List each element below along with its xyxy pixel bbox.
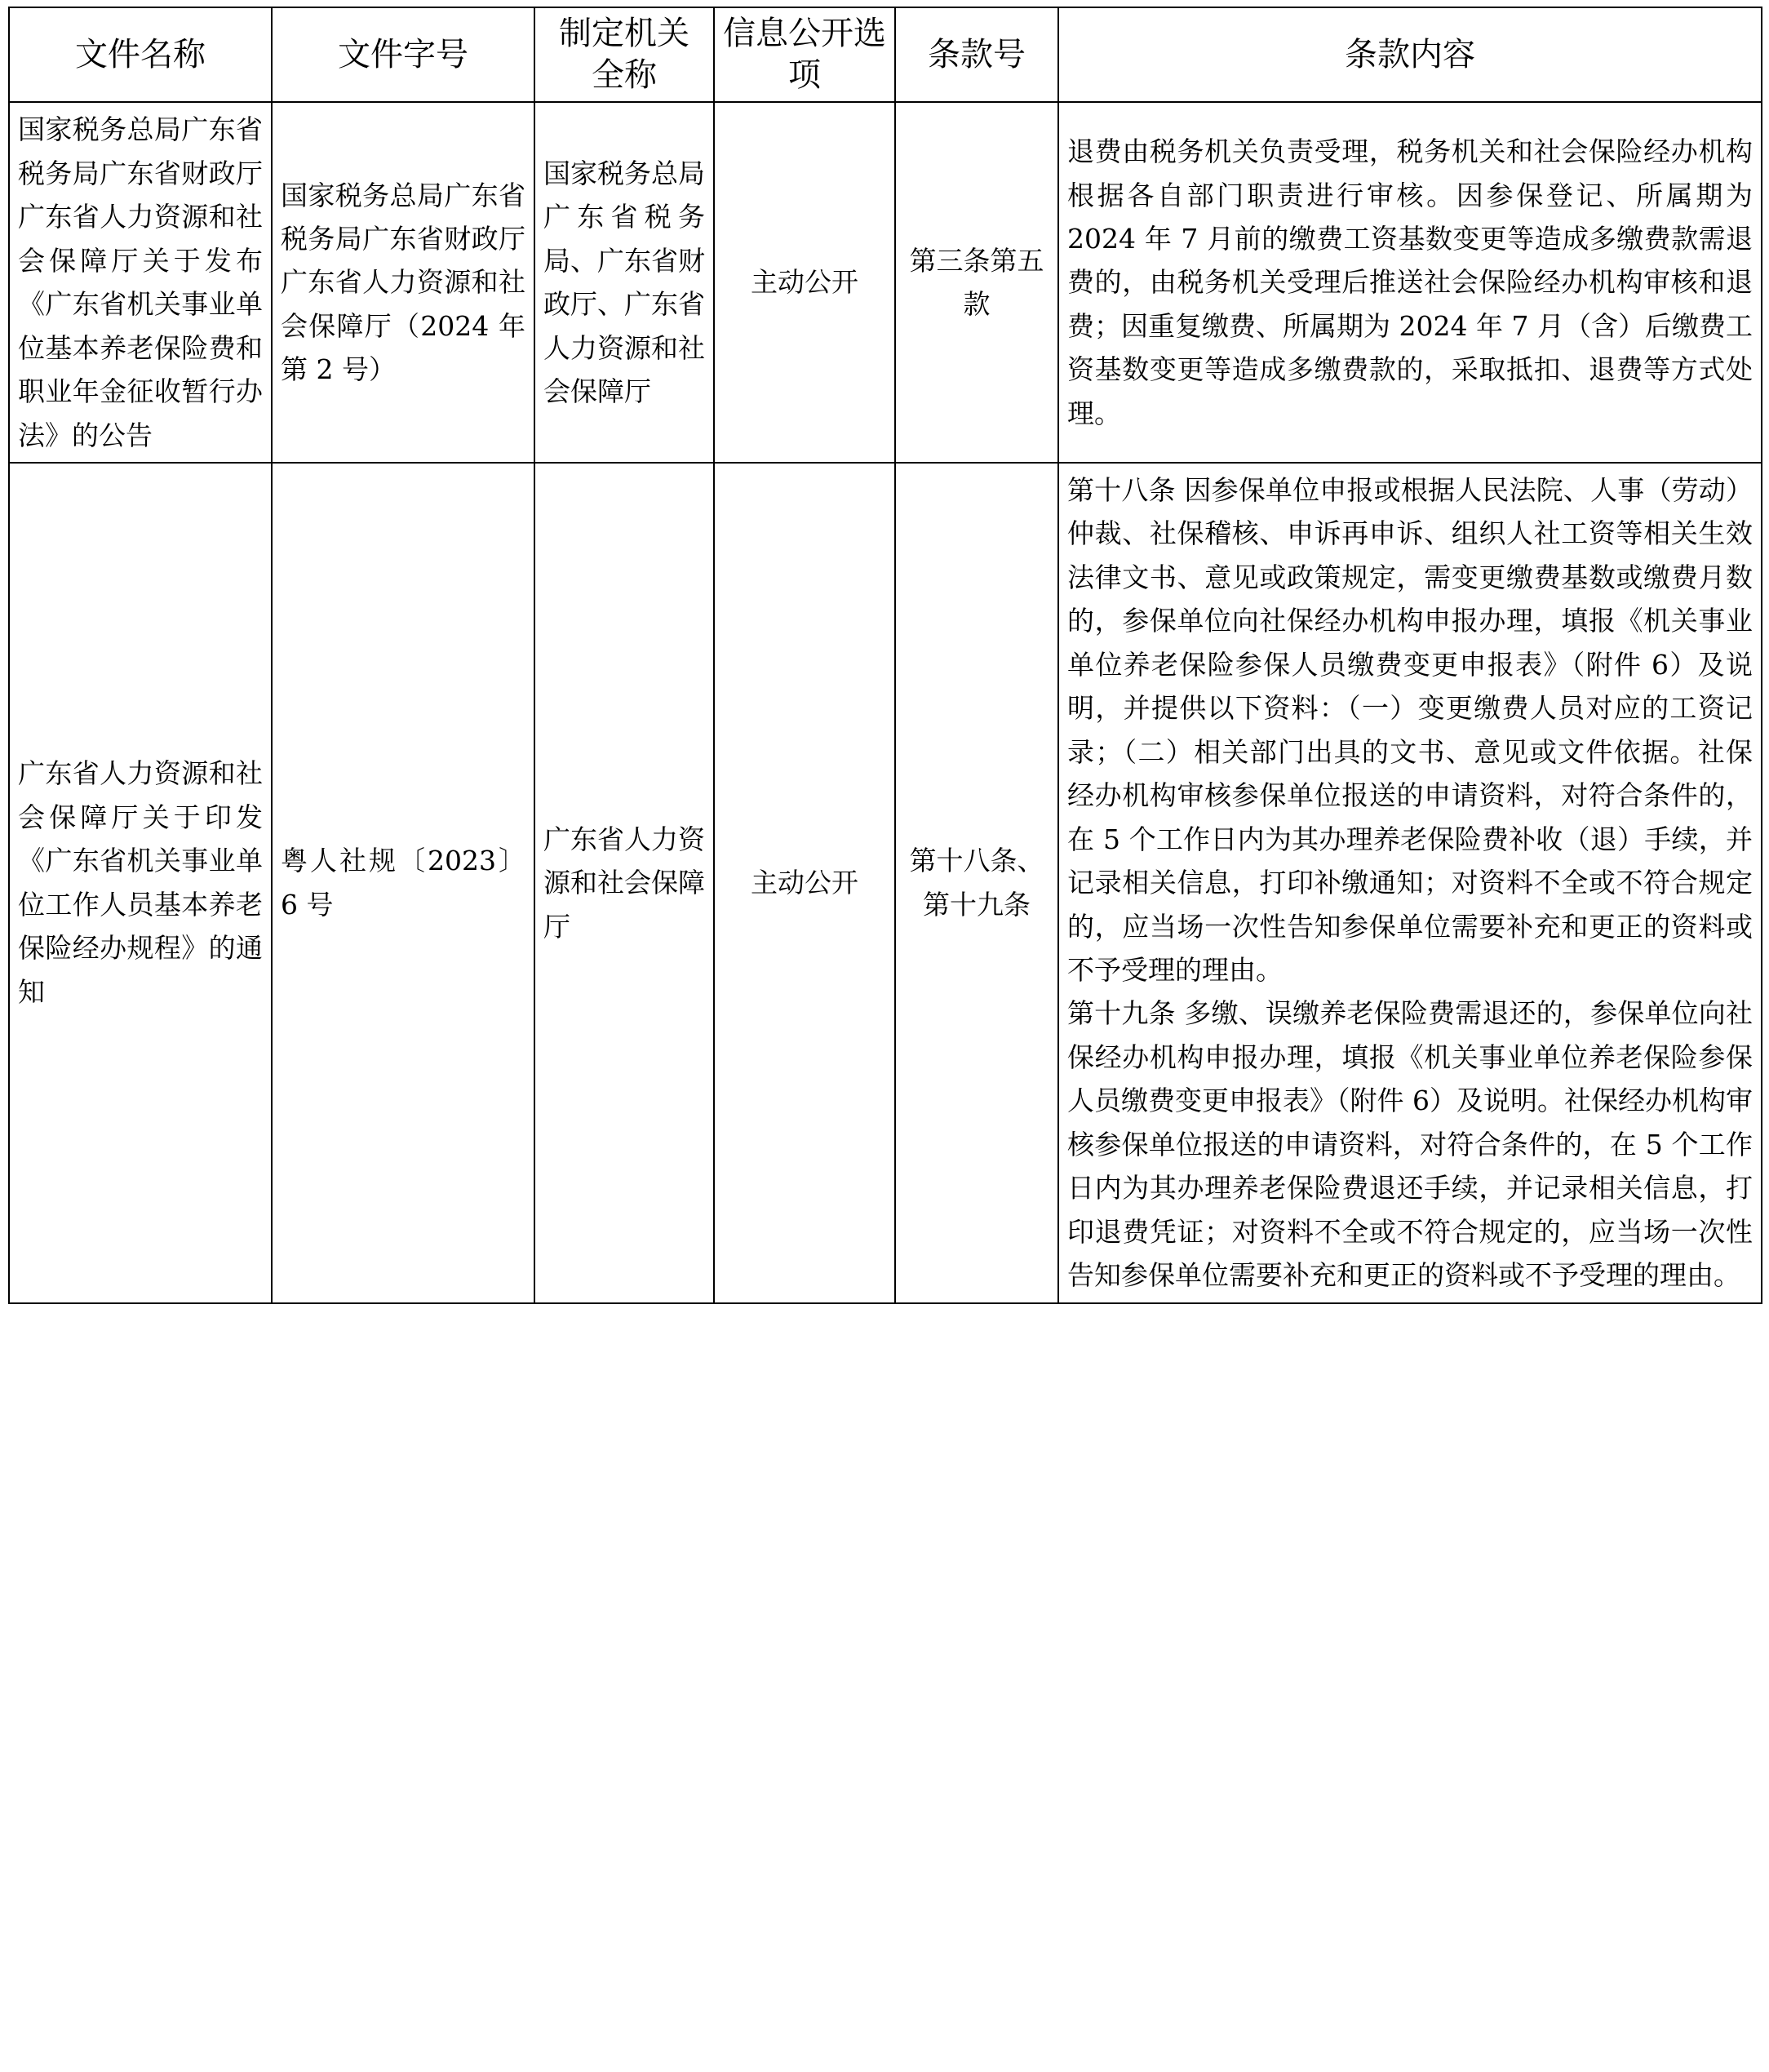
cell-doc-number: 粤人社规〔2023〕6 号 [272,463,534,1303]
column-header-clause-content: 条款内容 [1058,7,1762,102]
column-header-clause-no: 条款号 [895,7,1058,102]
cell-disclosure: 主动公开 [714,463,895,1303]
table-row [9,463,1762,1303]
cell-clause-no: 第三条第五款 [895,102,1058,463]
cell-doc-number: 国家税务总局广东省税务局广东省财政厅广东省人力资源和社会保障厅（2024 年第 2 号） [272,102,534,463]
column-header-doc-number: 文件字号 [272,7,534,102]
cell-disclosure: 主动公开 [714,102,895,463]
cell-authority: 广东省人力资源和社会保障厅 [534,463,714,1303]
column-header-file-name: 文件名称 [9,7,272,102]
table-row [9,102,1762,463]
clause-paragraph-18: 第十八条 因参保单位申报或根据人民法院、人事（劳动）仲裁、社保稽核、申诉再申诉、组织人社工资等相关生效法律文书、意见或政策规定，需变更缴费基数或缴费月数的，参保单位向社保经办机构申报办理，填报《机关事业单位养老保险参保人员缴费变更申报表》（附件 6）及说明，并提供以下资料：（一）变更缴费人员对应的工资记录；（二）相关部门出具的文书、意见或文件依据。社保经办机构审核参保单位报送的申请资料，对符合条件的，在 5 个工作日内为其办理养老保险费补收（退）手续，并记录相关信息，打印补缴通知；对资料不全或不符合规定的，应当场一次性告知参保单位需要补充和更正的资料或不予受理的理由。 [1067,474,1753,986]
column-header-disclosure: 信息公开选项 [714,7,895,102]
policy-clause-table [8,7,1762,1304]
cell-file-name: 国家税务总局广东省税务局广东省财政厅广东省人力资源和社会保障厅关于发布《广东省机关事业单位基本养老保险费和职业年金征收暂行办法》的公告 [9,102,272,463]
cell-clause-no: 第十八条、第十九条 [895,463,1058,1303]
cell-authority: 国家税务总局广东省税务局、广东省财政厅、广东省人力资源和社会保障厅 [534,102,714,463]
column-header-authority: 制定机关全称 [534,7,714,102]
cell-file-name: 广东省人力资源和社会保障厅关于印发《广东省机关事业单位工作人员基本养老保险经办规程》的通知 [9,463,272,1303]
table-header-row [9,7,1762,102]
cell-clause-content [1058,463,1762,1303]
clause-paragraph-19: 第十九条 多缴、误缴养老保险费需退还的，参保单位向社保经办机构申报办理，填报《机关事业单位养老保险参保人员缴费变更申报表》（附件 6）及说明。社保经办机构审核参保单位报送的申请资料，对符合条件的，在 5 个工作日内为其办理养老保险费退还手续，并记录相关信息，打印退费凭证；对资料不全或不符合规定的，应当场一次性告知参保单位需要补充和更正的资料或不予受理的理由。 [1067,997,1753,1292]
cell-clause-content: 退费由税务机关负责受理，税务机关和社会保险经办机构根据各自部门职责进行审核。因参保登记、所属期为 2024 年 7 月前的缴费工资基数变更等造成多缴费款需退费的，由税务机关受理后推送社会保险经办机构审核和退费；因重复缴费、所属期为 2024 年 7 月（含）后缴费工资基数变更等造成多缴费款的，采取抵扣、退费等方式处理。 [1058,102,1762,463]
